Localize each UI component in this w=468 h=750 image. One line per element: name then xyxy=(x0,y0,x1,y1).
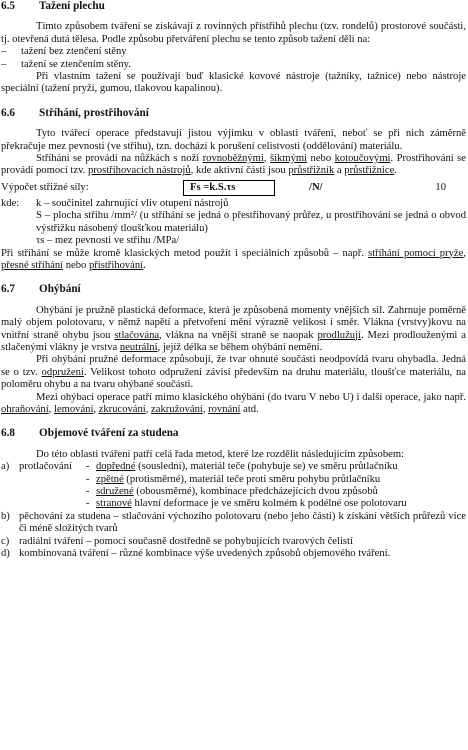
section-number: 6.5 xyxy=(1,0,15,12)
paragraph: Stříhání se provádí na nůžkách s noži rovnoběžnými, šikmými nebo kotoučovými. Prostřihování se provádí pomocí tzv. prostřihovacích nástrojů, kde aktivní části jsou průstřižník a průstřižnice. xyxy=(1,153,467,177)
section-heading-6-6 xyxy=(1,107,466,119)
formula-row xyxy=(1,180,466,196)
list-item: - stranové hlavní deformace je ve směru kolmém k podélné ose polotovaru xyxy=(86,498,407,510)
section-heading-6-7 xyxy=(1,283,466,295)
list-item-text: tažení se ztenčením stěny. xyxy=(21,58,131,70)
list-item: d) kombinovaná tváření – různé kombinace výše uvedených způsobů objemového tváření. xyxy=(1,548,391,560)
section-title: Tažení plechu xyxy=(39,0,105,12)
section-heading-6-5 xyxy=(1,0,466,12)
paragraph: Při stříhání se může kromě klasických metod použít i speciálních způsobů – např. stříhání pomocí pryže, přesné stříhání nebo přistřihování. xyxy=(1,247,466,271)
list-item xyxy=(1,46,466,58)
section-number: 6.8 xyxy=(1,427,15,440)
formula-label: Výpočet střižné síly: xyxy=(1,181,89,193)
paragraph: Tímto způsobem tváření se získávají z rovinných přístřihů plechu (tzv. rondelů) prostorové součásti, tj. otevřená dutá tělesa. Podle způsobu přetváření plechu se tento způsob tažení dělí na: xyxy=(1,21,466,45)
section-title: Objemové tváření za studena xyxy=(39,427,179,440)
equation-number: 10 xyxy=(435,181,446,193)
formula-unit: /N/ xyxy=(309,181,323,193)
variable-definition: S – plocha střihu /mm²/ (u stříhání se jedná o přestřihovaný průřez, u prostřihování se jedná o obvod výstřižku násobený tloušťkou materiálu) xyxy=(36,210,466,234)
list-item: - zpětné (protisměrné), materiál teče proti směru pohybu průtlačníku xyxy=(86,473,381,485)
list-item-text: tažení bez ztenčení stěny xyxy=(21,46,127,58)
list-item: - sdružené (obousměrné), kombinace předcházejících dvou způsobů xyxy=(86,486,378,497)
paragraph: Tyto tvářecí operace představují jistou výjimku v oblasti tváření, neboť se při nich záměrně překračuje mez pevnosti (ve střihu), tzn. dochází k porušení celistvosti (oddělování) materiálu. xyxy=(1,128,466,152)
list-item xyxy=(1,59,466,71)
section-title: Stříhání, prostřihování xyxy=(39,106,149,119)
section-number: 6.7 xyxy=(1,283,15,296)
paragraph: Ohýbání je pružně plastická deformace, která je způsobená momenty vnějších sil. Zahrnuje poměrně malý objem polotovaru, v němž napětí a přetvoření mění výrazně velikost i směr. Vlákna (vrstvy)kovu na vnitřní straně ohybu jsou stlačována, vlákna na vnější straně se naopak prodlužují. Mezi prodlouženými a stlačenými vlákny je vrstva neutrální, jejíž délka se během ohýbání nemění. xyxy=(1,304,466,353)
section-title: Ohýbání xyxy=(39,283,81,296)
paragraph: Při vlastním tažení se používají buď klasické kovové nástroje (tažníky, tažnice) nebo nástroje speciální (tažení pryží, gumou, tlakovou kapalinou). xyxy=(1,71,466,95)
dash-marker: – xyxy=(1,58,7,70)
paragraph: Mezi ohýbací operace patří mimo klasického ohýbání (do tvaru V nebo U) i další operace, jako např. ohraňování, lemování, zkrucování, zakružování, rovnání atd. xyxy=(1,391,466,415)
list-item: c) radiální tváření – pomocí současně dostředně se pohybujících tvarových čelistí xyxy=(1,535,353,547)
list-item: a) protlačování - dopředné (souslední), materiál teče (pohybuje se) ve směru průtlačníku xyxy=(1,461,398,473)
paragraph: Při ohýbání pružné deformace způsobují, že tvar ohnuté součásti neodpovídá tvaru ohybadla. Jedná se o tzv. odpružení. Velikost tohoto odpružení závisí především na druhu materiálu, tloušťce materiálu, na poloměru ohybu a na tvaru ohýbané součásti. xyxy=(1,354,466,391)
formula-box: Fs =k.S.τs xyxy=(183,180,275,196)
section-heading-6-8 xyxy=(1,427,466,439)
paragraph: Do této oblasti tváření patří celá řada metod, které lze rozdělit následujícím způsobem: xyxy=(36,448,404,460)
list-item: b) pěchování za studena – stlačování výchozího polotovaru (nebo jeho části) k získání větších průřezů více či méně složitých tvarů xyxy=(1,510,466,535)
section-number: 6.6 xyxy=(1,106,15,119)
dash-marker: – xyxy=(1,46,7,58)
variable-definition: kde: k – součinitel zahrnující vliv otupení nástrojů xyxy=(1,197,229,209)
variable-definition: τs – mez pevnosti ve střihu /MPa/ xyxy=(36,235,180,247)
